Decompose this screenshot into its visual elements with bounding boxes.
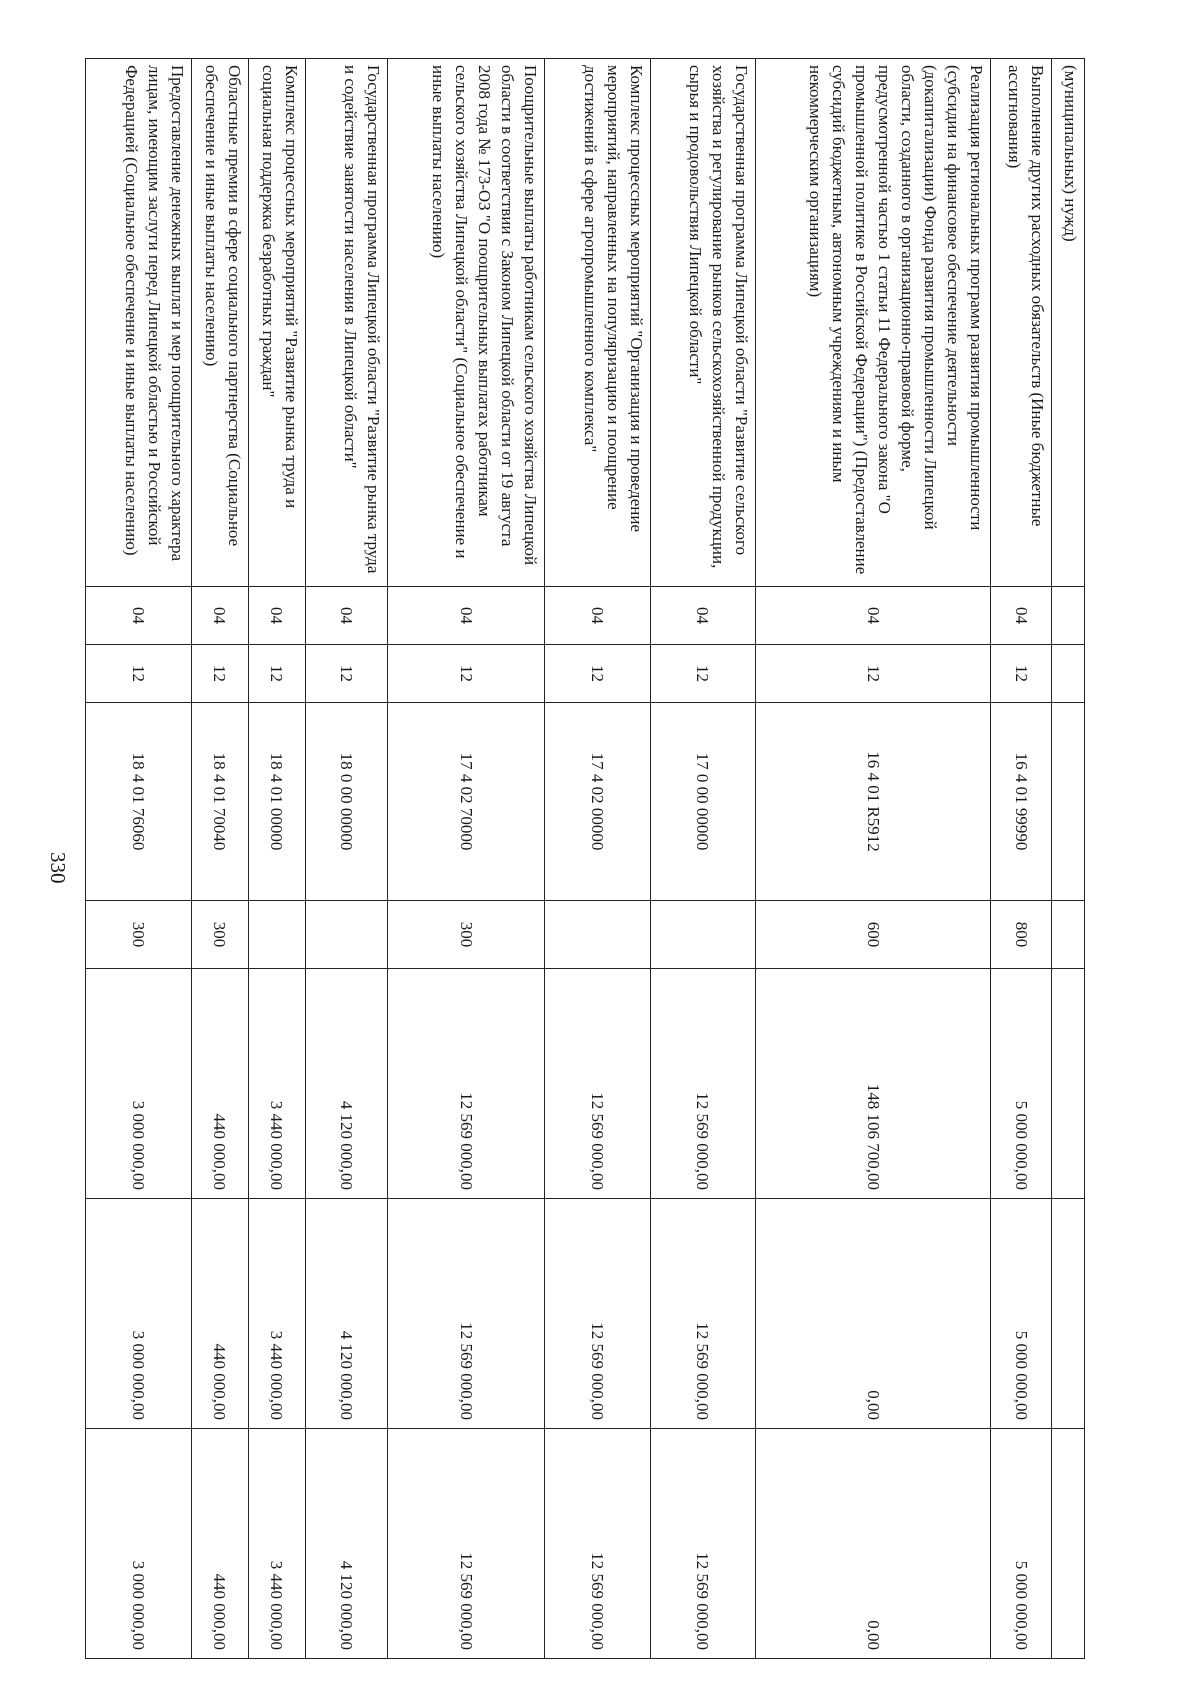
table-row	[756, 59, 991, 1659]
row-target-article: 17 4 02 00000	[544, 703, 650, 901]
row-expense-type	[650, 901, 756, 969]
row-sum-1: 3 440 000,00	[248, 969, 305, 1199]
row-expense-type	[248, 901, 305, 969]
row-sum-1: 5 000 000,00	[990, 969, 1051, 1199]
row-subsection: 12	[248, 645, 305, 703]
row-sum-2: 3 000 000,00	[86, 1199, 192, 1429]
row-expense-type: 300	[191, 901, 248, 969]
row-subsection: 12	[544, 645, 650, 703]
table-row	[248, 59, 305, 1659]
row-section: 04	[305, 587, 387, 645]
table-row	[990, 59, 1051, 1659]
row-sum-2: 12 569 000,00	[650, 1199, 756, 1429]
table-row-continuation	[1052, 59, 1085, 1659]
row-target-article: 18 0 00 00000	[305, 703, 387, 901]
table-row	[650, 59, 756, 1659]
row-expense-type	[305, 901, 387, 969]
row-subsection: 12	[388, 645, 544, 703]
row-subsection: 12	[650, 645, 756, 703]
row-section: 04	[248, 587, 305, 645]
row-sum-1: 12 569 000,00	[544, 969, 650, 1199]
row-sum-3: 12 569 000,00	[388, 1429, 544, 1659]
row-expense-type: 300	[86, 901, 192, 969]
table-row	[86, 59, 192, 1659]
row-sum-3: 440 000,00	[191, 1429, 248, 1659]
row-target-article: 16 4 01 99990	[990, 703, 1051, 901]
row-name: Выполнение других расходных обязательств (Иные бюджетные ассигнования)	[990, 59, 1051, 587]
row-section: 04	[756, 587, 991, 645]
row-sum-1: 4 120 000,00	[305, 969, 387, 1199]
row-target-article: 18 4 01 00000	[248, 703, 305, 901]
row-target-article: 18 4 01 70040	[191, 703, 248, 901]
row-sum-2: 0,00	[756, 1199, 991, 1429]
row-expense-type: 600	[756, 901, 991, 969]
page-number: 330	[46, 852, 70, 884]
row-name: Реализация региональных программ развития промышленности (субсидии на финансовое обеспечение деятельности (докапитализации) Фонда развития промышленности Липецкой области, созданного в организационно-правовой форме, предусмотренной частью 1 статьи 11 Федерального закона "О промышленной политике в Российской Федерации") (Предоставление субсидий бюджетным, автономным учреждениям и иным некоммерческим организациям)	[756, 59, 991, 587]
empty-cell	[1052, 703, 1085, 901]
budget-table	[85, 58, 1085, 1659]
empty-cell	[1052, 1429, 1085, 1659]
row-sum-2: 3 440 000,00	[248, 1199, 305, 1429]
row-subsection: 12	[86, 645, 192, 703]
row-sum-1: 148 106 700,00	[756, 969, 991, 1199]
row-target-article: 17 0 00 00000	[650, 703, 756, 901]
row-subsection: 12	[756, 645, 991, 703]
empty-cell	[1052, 587, 1085, 645]
budget-table-rotated	[85, 58, 1085, 1658]
row-name: Комплекс процессных мероприятий "Развитие рынка труда и социальная поддержка безработных граждан"	[248, 59, 305, 587]
row-name: Государственная программа Липецкой области "Развитие сельского хозяйства и регулирование рынков сельскохозяйственной продукции, сырья и продовольствия Липецкой области"	[650, 59, 756, 587]
row-sum-3: 4 120 000,00	[305, 1429, 387, 1659]
row-section: 04	[191, 587, 248, 645]
row-subsection: 12	[191, 645, 248, 703]
row-name: (муниципальных) нужд)	[1052, 59, 1085, 587]
row-expense-type: 800	[990, 901, 1051, 969]
empty-cell	[1052, 645, 1085, 703]
table-row	[191, 59, 248, 1659]
row-sum-2: 440 000,00	[191, 1199, 248, 1429]
row-sum-2: 4 120 000,00	[305, 1199, 387, 1429]
row-sum-1: 12 569 000,00	[388, 969, 544, 1199]
row-sum-2: 12 569 000,00	[544, 1199, 650, 1429]
row-sum-1: 3 000 000,00	[86, 969, 192, 1199]
table-row	[388, 59, 544, 1659]
row-sum-1: 440 000,00	[191, 969, 248, 1199]
row-sum-3: 0,00	[756, 1429, 991, 1659]
row-name: Областные премии в сфере социального партнерства (Социальное обеспечение и иные выплаты населению)	[191, 59, 248, 587]
row-sum-3: 12 569 000,00	[544, 1429, 650, 1659]
row-target-article: 17 4 02 70000	[388, 703, 544, 901]
row-section: 04	[86, 587, 192, 645]
table-row	[305, 59, 387, 1659]
row-name: Комплекс процессных мероприятий "Организация и проведение мероприятий, направленных на популяризацию и поощрение достижений в сфере агропромышленного комплекса"	[544, 59, 650, 587]
row-name: Государственная программа Липецкой области "Развитие рынка труда и содействие занятости населения в Липецкой области"	[305, 59, 387, 587]
row-section: 04	[388, 587, 544, 645]
row-sum-3: 3 440 000,00	[248, 1429, 305, 1659]
row-name: Поощрительные выплаты работникам сельского хозяйства Липецкой области в соответствии с Законом Липецкой области от 19 августа 2008 года № 173-ОЗ "О поощрительных выплатах работникам сельского хозяйства Липецкой области" (Социальное обеспечение и иные выплаты населению)	[388, 59, 544, 587]
table-row	[544, 59, 650, 1659]
row-section: 04	[650, 587, 756, 645]
row-sum-1: 12 569 000,00	[650, 969, 756, 1199]
row-section: 04	[990, 587, 1051, 645]
row-sum-2: 5 000 000,00	[990, 1199, 1051, 1429]
empty-cell	[1052, 1199, 1085, 1429]
row-name: Предоставление денежных выплат и мер поощрительного характера лицам, имеющим заслуги перед Липецкой областью и Российской Федерацией (Социальное обеспечение и иные выплаты населению)	[86, 59, 192, 587]
row-target-article: 16 4 01 R5912	[756, 703, 991, 901]
row-expense-type: 300	[388, 901, 544, 969]
row-expense-type	[544, 901, 650, 969]
row-subsection: 12	[305, 645, 387, 703]
row-section: 04	[544, 587, 650, 645]
empty-cell	[1052, 969, 1085, 1199]
row-subsection: 12	[990, 645, 1051, 703]
empty-cell	[1052, 901, 1085, 969]
row-sum-3: 3 000 000,00	[86, 1429, 192, 1659]
row-target-article: 18 4 01 76060	[86, 703, 192, 901]
row-sum-3: 5 000 000,00	[990, 1429, 1051, 1659]
row-sum-2: 12 569 000,00	[388, 1199, 544, 1429]
row-sum-3: 12 569 000,00	[650, 1429, 756, 1659]
